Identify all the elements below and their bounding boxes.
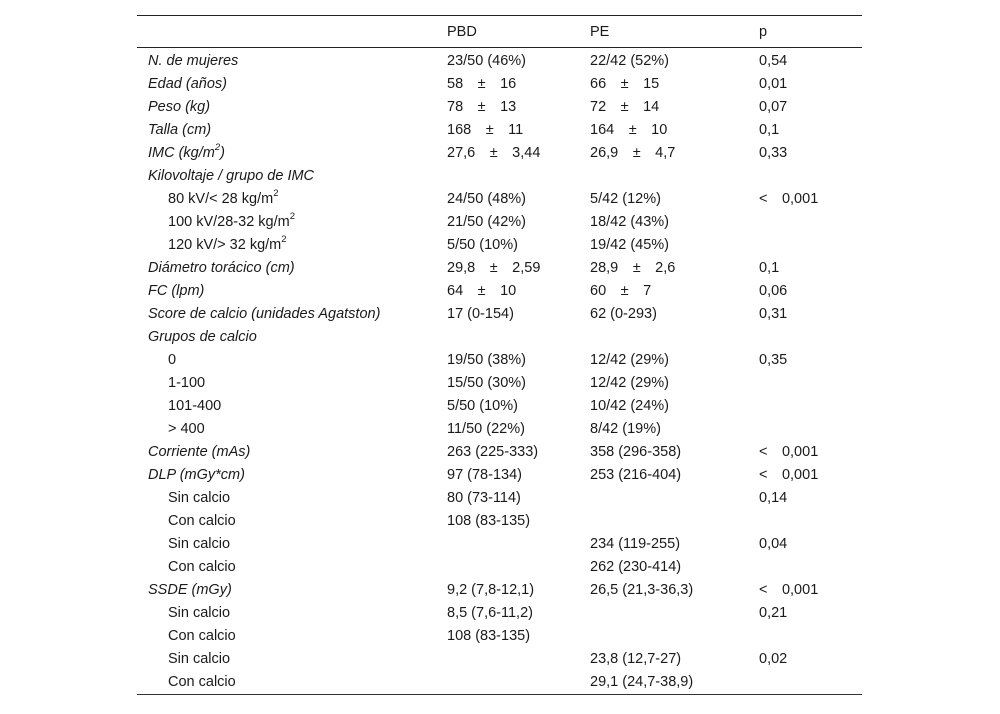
row-label [148,165,314,188]
row-label [148,303,380,326]
row-label-text: 80 kV/< 28 kg/m [168,191,274,207]
table-row [137,50,862,73]
p-value: < 0,001 [759,582,819,598]
pe-value: 60 ± 7 [590,283,652,299]
p-value: 0,21 [759,605,788,621]
pe-value: 19/42 (45%) [590,237,669,253]
row-label-text: Con calcio [168,674,236,690]
row-label-text: FC (lpm) [148,283,205,299]
row-label [168,487,230,510]
p-value: 0,14 [759,490,788,506]
row-label-text: Sin calcio [168,536,231,552]
row-label-text: N. de mujeres [148,53,239,69]
pe-value: 10/42 (24%) [590,398,669,414]
row-label-text: Sin calcio [168,490,231,506]
header-pe: PE [590,24,610,40]
header-pbd: PBD [447,24,477,40]
p-value: 0,07 [759,99,788,115]
p-value: 0,1 [759,260,780,276]
row-label-text: Con calcio [168,559,236,575]
table-row [137,625,862,648]
table-row [137,372,862,395]
p-value: < 0,001 [759,444,819,460]
pbd-value: 27,6 ± 3,44 [447,145,541,161]
data-table [137,15,862,695]
pe-value: 28,9 ± 2,6 [590,260,676,276]
table-row [137,257,862,280]
p-value: 0,06 [759,283,788,299]
row-label-text: 100 kV/28-32 kg/m [168,214,290,230]
row-label-text: Edad (años) [148,76,227,92]
row-label [148,326,257,349]
table-row [137,211,862,234]
row-label [148,464,245,487]
table-row [137,579,862,602]
row-label [148,257,295,280]
table-row [137,349,862,372]
table-row [137,96,862,119]
row-label [148,280,204,303]
p-value: < 0,001 [759,467,819,483]
row-label-text: Diámetro torácico (cm) [148,260,295,276]
pe-value: 29,1 (24,7-38,9) [590,674,694,690]
pe-value: 26,5 (21,3-36,3) [590,582,694,598]
row-label-text: Kilovoltaje / grupo de IMC [148,168,315,184]
pbd-value: 263 (225-333) [447,444,539,460]
header-p: p [759,24,768,40]
pe-value: 234 (119-255) [590,536,681,552]
row-label-text: Corriente (mAs) [148,444,251,460]
table-row [137,418,862,441]
row-label-text: 120 kV/> 32 kg/m [168,237,282,253]
table-row [137,73,862,96]
pbd-value: 64 ± 10 [447,283,517,299]
row-label [168,602,230,625]
pbd-value: 24/50 (48%) [447,191,526,207]
p-value: 0,1 [759,122,780,138]
pe-value: 62 (0-293) [590,306,657,322]
row-label [168,671,236,694]
row-label-text: SSDE (mGy) [148,582,232,598]
table-row [137,165,862,188]
table-row [137,234,862,257]
row-label-text: Peso (kg) [148,99,211,115]
row-label [168,418,205,441]
table-row [137,142,862,165]
row-label [148,96,210,119]
pbd-value: 5/50 (10%) [447,237,518,253]
table-row [137,671,862,694]
pbd-value: 108 (83-135) [447,513,531,529]
superscript: 2 [281,234,287,246]
pbd-value: 23/50 (46%) [447,53,526,69]
p-value: 0,33 [759,145,788,161]
row-label [168,625,236,648]
pbd-value: 108 (83-135) [447,628,531,644]
pe-value: 358 (296-358) [590,444,682,460]
row-label [168,533,230,556]
p-value: 0,35 [759,352,788,368]
row-label [148,579,232,602]
pbd-value: 58 ± 16 [447,76,517,92]
pbd-value: 168 ± 11 [447,122,524,138]
row-label [168,349,176,372]
pbd-value: 78 ± 13 [447,99,517,115]
row-label [168,395,221,418]
row-label-text: Con calcio [168,513,236,529]
row-label-text: > 400 [168,421,205,437]
table-row [137,441,862,464]
pbd-value: 29,8 ± 2,59 [447,260,541,276]
pe-value: 66 ± 15 [590,76,660,92]
row-label-text: Con calcio [168,628,236,644]
pe-value: 26,9 ± 4,7 [590,145,676,161]
row-label [168,648,230,671]
superscript: 2 [289,211,296,223]
pe-value: 22/42 (52%) [590,53,669,69]
table-row [137,602,862,625]
pbd-value: 21/50 (42%) [447,214,526,230]
p-value: 0,01 [759,76,788,92]
row-label-text: Sin calcio [168,605,231,621]
p-value: 0,02 [759,651,788,667]
pe-value: 72 ± 14 [590,99,660,115]
row-label [148,50,238,73]
row-label [148,73,227,96]
table-body [137,48,862,694]
row-label [148,441,250,464]
pe-value: 253 (216-404) [590,467,682,483]
p-value: 0,31 [759,306,788,322]
row-label-text: Grupos de calcio [148,329,257,345]
table-row [137,648,862,671]
row-label [168,372,205,395]
p-value: < 0,001 [759,191,819,207]
table-row [137,464,862,487]
table-row [137,510,862,533]
bottom-rule [137,694,862,695]
row-label-text: IMC (kg/m [148,145,215,161]
table-row [137,326,862,349]
table-row [137,556,862,579]
row-label-suffix: ) [220,145,225,161]
row-label [168,234,287,257]
table-row [137,119,862,142]
table-row [137,395,862,418]
table-row [137,487,862,510]
row-label [168,188,278,211]
row-label-text: 1-100 [168,375,206,391]
pbd-value: 97 (78-134) [447,467,522,483]
row-label [148,119,211,142]
table-row [137,280,862,303]
pe-value: 12/42 (29%) [590,375,669,391]
header-row [137,16,862,47]
row-label [168,211,295,234]
row-label [168,556,236,579]
pe-value: 18/42 (43%) [590,214,669,230]
row-label-text: Sin calcio [168,651,231,667]
pe-value: 262 (230-414) [590,559,682,575]
table-row [137,303,862,326]
superscript: 2 [273,188,279,200]
row-label-text: 0 [168,352,177,368]
pbd-value: 5/50 (10%) [447,398,518,414]
table-row [137,533,862,556]
row-label [168,510,236,533]
pbd-value: 8,5 (7,6-11,2) [447,605,533,621]
row-label [148,142,225,165]
row-label-text: Score de calcio (unidades Agatston) [148,306,381,322]
p-value: 0,54 [759,53,788,69]
table-row [137,188,862,211]
pbd-value: 11/50 (22%) [447,421,525,437]
pe-value: 12/42 (29%) [590,352,669,368]
pbd-value: 15/50 (30%) [447,375,526,391]
pbd-value: 17 (0-154) [447,306,514,322]
pe-value: 5/42 (12%) [590,191,661,207]
pe-value: 23,8 (12,7-27) [590,651,682,667]
pbd-value: 9,2 (7,8-12,1) [447,582,535,598]
pe-value: 8/42 (19%) [590,421,661,437]
row-label-text: 101-400 [168,398,222,414]
p-value: 0,04 [759,536,788,552]
row-label-text: DLP (mGy*cm) [148,467,245,483]
superscript: 2 [214,142,221,154]
pe-value: 164 ± 10 [590,122,668,138]
row-label-text: Talla (cm) [148,122,212,138]
pbd-value: 19/50 (38%) [447,352,526,368]
pbd-value: 80 (73-114) [447,490,521,506]
